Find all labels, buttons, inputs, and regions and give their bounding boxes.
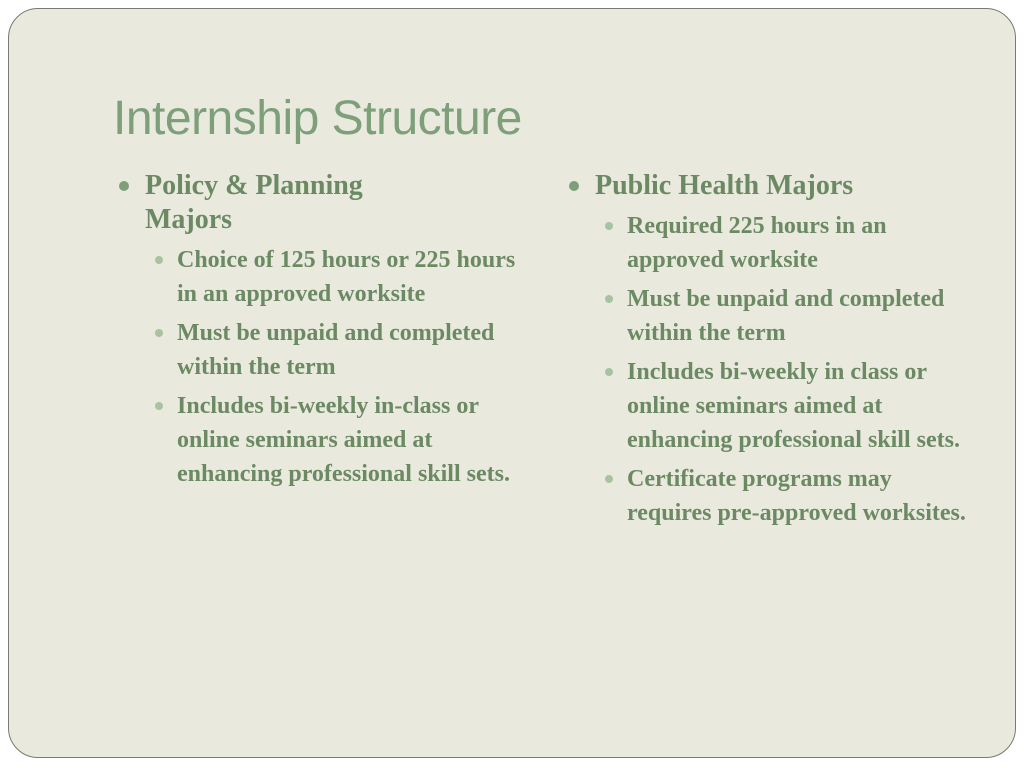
- list-item-text: Certificate programs may requires pre-approved worksites.: [627, 466, 966, 526]
- right-column: [563, 169, 983, 535]
- bullet-icon: [119, 181, 129, 191]
- sub-bullet-icon: [605, 475, 613, 483]
- list-item-text: Includes bi-weekly in class or online seminars aimed at enhancing professional skill sets.: [627, 359, 960, 453]
- bullet-icon: [569, 181, 579, 191]
- list-item-text: Must be unpaid and completed within the term: [177, 320, 495, 380]
- sub-bullet-icon: [155, 402, 163, 410]
- slide-title: Internship Structure: [113, 92, 522, 145]
- slide: [8, 8, 1016, 758]
- left-heading: Policy & Planning Majors: [145, 170, 363, 235]
- sub-bullet-icon: [605, 222, 613, 230]
- list-item: [595, 462, 971, 530]
- sub-bullet-icon: [605, 368, 613, 376]
- list-item-text: Includes bi-weekly in-class or online seminars aimed at enhancing professional skill sets.: [177, 393, 510, 487]
- list-item-text: Required 225 hours in an approved worksite: [627, 213, 887, 273]
- right-heading-item: [563, 169, 983, 530]
- left-column: [113, 169, 533, 496]
- list-item: [145, 389, 521, 491]
- sub-bullet-icon: [155, 256, 163, 264]
- list-item-text: Must be unpaid and completed within the term: [627, 286, 945, 346]
- right-bullet-list: [563, 169, 983, 530]
- left-sub-list: [145, 243, 533, 491]
- sub-bullet-icon: [605, 295, 613, 303]
- list-item-text: Choice of 125 hours or 225 hours in an approved worksite: [177, 247, 516, 307]
- left-bullet-list: [113, 169, 533, 491]
- list-item: [145, 316, 521, 384]
- list-item: [595, 209, 971, 277]
- list-item: [145, 243, 521, 311]
- list-item: [595, 282, 971, 350]
- list-item: [595, 355, 971, 457]
- sub-bullet-icon: [155, 329, 163, 337]
- left-heading-item: [113, 169, 533, 491]
- right-sub-list: [595, 209, 983, 530]
- right-heading: Public Health Majors: [595, 170, 854, 201]
